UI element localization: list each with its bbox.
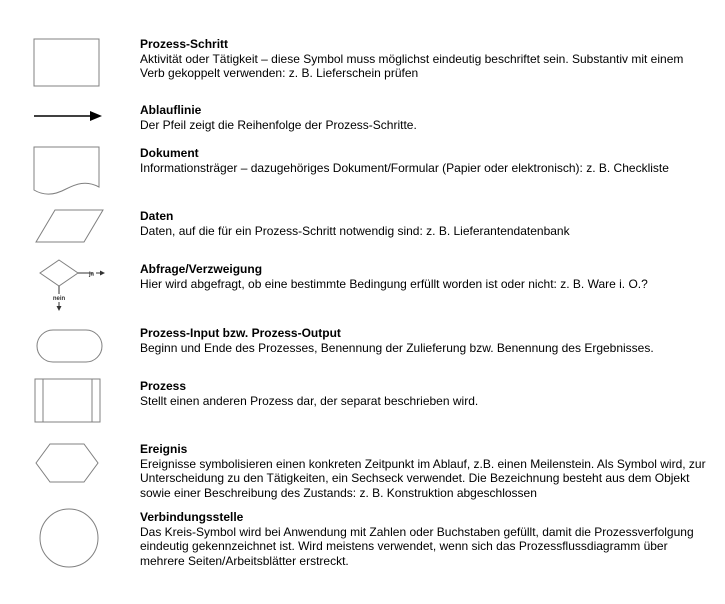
entry-description: Aktivität oder Tätigkeit – diese Symbol muss möglichst eindeutig beschriftet sein. Substantiv mit einem Verb gekoppelt verwenden: z. B. Lieferschein prüfen	[140, 51, 684, 80]
decision-diamond-icon	[28, 258, 110, 314]
arrow-icon	[28, 108, 110, 124]
entry-title: Ablauflinie	[140, 103, 202, 117]
entry-title: Prozess	[140, 379, 187, 393]
legend-entry-connector	[140, 510, 710, 568]
parallelogram-icon	[28, 209, 110, 245]
entry-description: Hier wird abgefragt, ob eine bestimmte Bedingung erfüllt worden ist oder nicht: z. B. Ware i. O.?	[140, 276, 648, 291]
hexagon-icon	[28, 442, 110, 488]
legend-entry-event	[140, 442, 710, 500]
entry-description: Daten, auf die für ein Prozess-Schritt notwendig sind: z. B. Lieferantendatenbank	[140, 223, 570, 238]
connector-circle-icon	[28, 506, 110, 570]
terminator-icon	[28, 326, 110, 366]
legend-entry-decision	[140, 262, 710, 291]
entry-description: Der Pfeil zeigt die Reihenfolge der Prozess-Schritte.	[140, 117, 417, 132]
legend-symbol-event	[28, 442, 110, 488]
legend-symbol-input-output	[28, 326, 110, 366]
decision-yes-label: ja	[89, 271, 95, 278]
legend-entry-flow-line	[140, 103, 710, 132]
legend-symbol-data	[28, 209, 110, 245]
legend-symbol-process-step	[28, 38, 110, 90]
legend-symbol-document	[28, 146, 110, 198]
entry-title: Daten	[140, 209, 174, 223]
entry-title: Ereignis	[140, 442, 188, 456]
entry-title: Prozess-Input bzw. Prozess-Output	[140, 326, 341, 340]
entry-title: Abfrage/Verzweigung	[140, 262, 263, 276]
legend-entry-predefined-process	[140, 379, 710, 408]
rectangle-icon	[28, 38, 110, 90]
entry-description: Beginn und Ende des Prozesses, Benennung der Zulieferung bzw. Benennung des Ergebnisses.	[140, 340, 654, 355]
legend-entry-document	[140, 146, 710, 175]
entry-description: Informationsträger – dazugehöriges Dokument/Formular (Papier oder elektronisch): z. B. Checkliste	[140, 160, 669, 175]
legend-entry-data	[140, 209, 710, 238]
entry-description: Das Kreis-Symbol wird bei Anwendung mit Zahlen oder Buchstaben gefüllt, damit die Prozessverfolgung eindeutig gekennzeichnet ist. Wird meistens verwendet, wenn sich das Prozessflussdiagramm über mehrere Seiten/Arbeitsblätter erstreckt.	[140, 524, 694, 568]
legend-symbol-flow-line	[28, 108, 110, 124]
entry-title: Prozess-Schritt	[140, 37, 229, 51]
decision-no-label: nein	[52, 296, 66, 302]
entry-description: Ereignisse symbolisieren einen konkreten Zeitpunkt im Ablauf, z.B. einen Meilenstein. Als Symbol wird, zur Unterscheidung zu den Tätigkeiten, ein Sechseck verwendet. Die Bezeichnung besteht aus dem Objekt sowie einer Beschreibung des Zustands: z. B. Konstruktion abgeschlossen	[140, 456, 706, 500]
legend-entry-process-step	[140, 37, 710, 81]
entry-description: Stellt einen anderen Prozess dar, der separat beschrieben wird.	[140, 393, 479, 408]
legend-symbol-connector	[28, 506, 110, 570]
legend-symbol-decision	[28, 258, 110, 314]
entry-title: Verbindungsstelle	[140, 510, 244, 524]
legend-entry-input-output	[140, 326, 710, 355]
legend-symbol-predefined-process	[28, 377, 110, 425]
document-icon	[28, 146, 110, 198]
predefined-process-icon	[28, 377, 110, 425]
entry-title: Dokument	[140, 146, 199, 160]
